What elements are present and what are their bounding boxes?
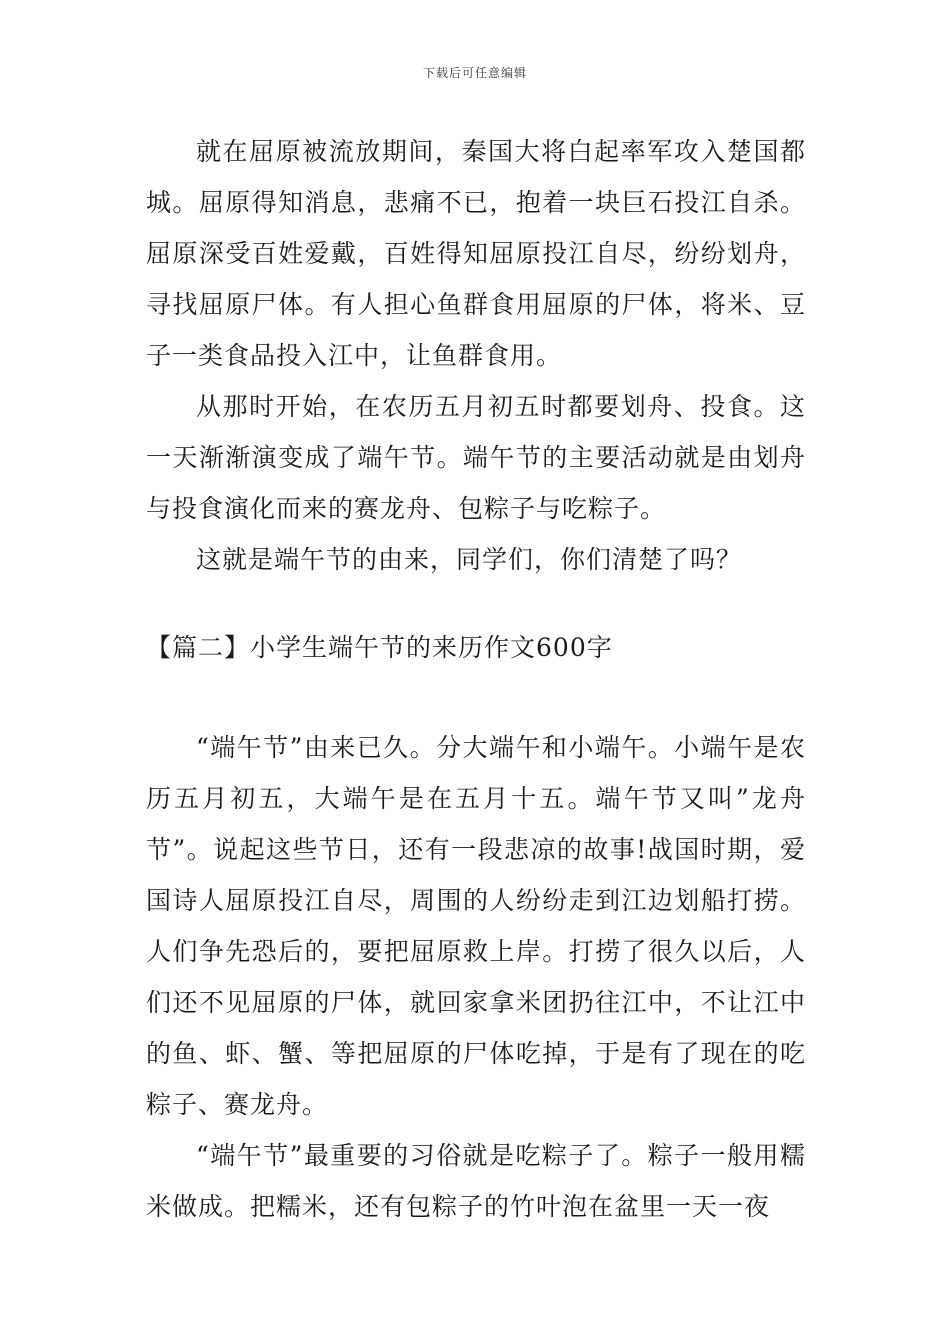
paragraph: “端午节”由来已久。分大端午和小端午。小端午是农历五月初五，大端午是在五月十五。端午节又叫”龙舟节”。说起这些节日，还有一段悲凉的故事!战国时期，爱国诗人屈原投江自尽，周围的人纷纷走到江边划船打捞。人们争先恐后的，要把屈原救上岸。打捞了很久以后，人们还不见屈原的尸体，就回家拿米团扔往江中，不让江中的鱼、虾、蟹、等把屈原的尸体吃掉，于是有了现在的吃粽子、赛龙舟。 (146, 733, 806, 1119)
section-heading: 【篇二】小学生端午节的来历作文600字 (146, 633, 613, 662)
paragraph: 这就是端午节的由来，同学们，你们清楚了吗？ (196, 545, 743, 574)
header-note: 下载后可任意编辑 (422, 66, 527, 80)
paragraph: 就在屈原被流放期间，秦国大将白起率军攻入楚国都城。屈原得知消息，悲痛不已，抱着一块巨石投江自杀。屈原深受百姓爱戴，百姓得知屈原投江自尽，纷纷划舟，寻找屈原尸体。有人担心鱼群食用屈原的尸体，将米、豆子一类食品投入江中，让鱼群食用。 (146, 137, 806, 370)
paragraph: 从那时开始，在农历五月初五时都要划舟、投食。这一天渐渐演变成了端午节。端午节的主要活动就是由划舟与投食演化而来的赛龙舟、包粽子与吃粽子。 (146, 392, 806, 523)
part1-body (146, 126, 806, 585)
paragraph: “端午节”最重要的习俗就是吃粽子了。粽子一般用糯米做成。把糯米，还有包粽子的竹叶泡在盆里一天一夜 (146, 1141, 806, 1221)
part2-body (146, 722, 806, 1232)
